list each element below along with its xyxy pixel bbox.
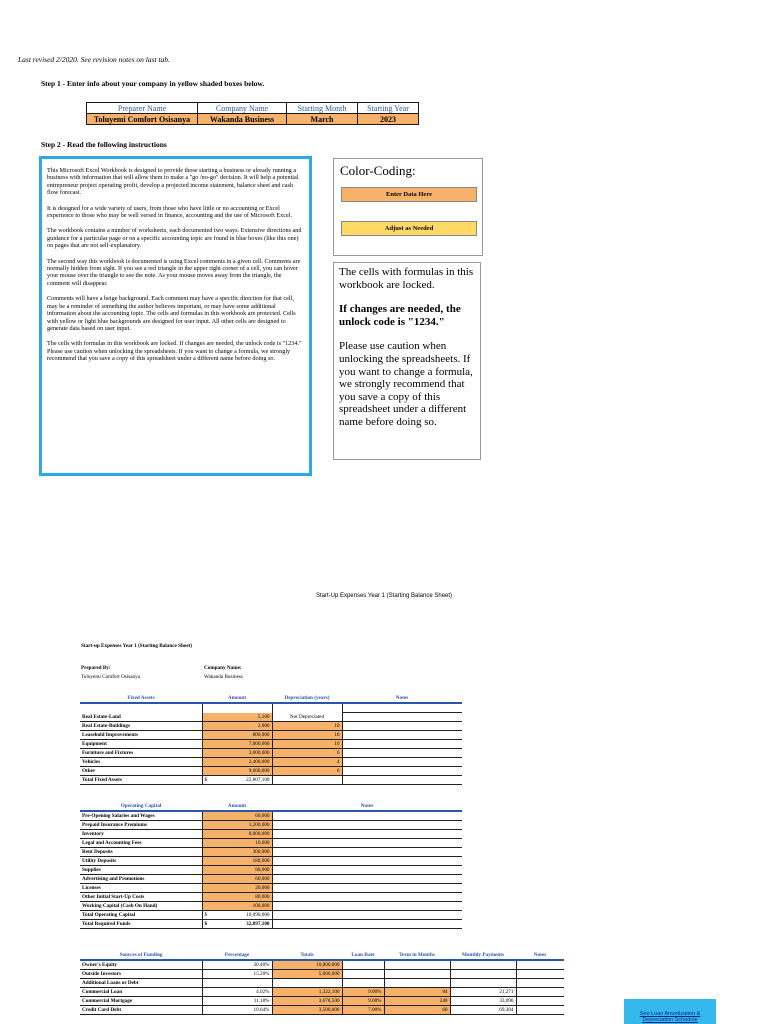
lock-text: The cells with formulas in this workbook are locked. (339, 266, 474, 291)
total-amount: 10,090,000 (246, 912, 270, 918)
total-row (80, 776, 462, 785)
info-header: Company Name (198, 103, 287, 114)
row-label: Prepaid Insurance Premiums (80, 821, 202, 830)
table-row (80, 997, 564, 1006)
total-amount: 32,897,100 (246, 921, 270, 927)
info-header: Starting Year (358, 103, 419, 114)
term-cell[interactable]: 60 (384, 1006, 450, 1015)
totals-cell[interactable]: 5,000,000 (272, 970, 342, 979)
row-label: Rent Deposits (80, 848, 202, 857)
depreciation-cell[interactable]: 10 (272, 722, 342, 731)
currency-symbol: $ (204, 912, 208, 918)
totals-cell[interactable]: 3,678,500 (272, 997, 342, 1006)
info-header: Preparer Name (87, 103, 198, 114)
depreciation-cell[interactable]: 4 (272, 758, 342, 767)
currency-symbol: $ (204, 921, 208, 927)
row-label: Pre-Opening Salaries and Wages (80, 811, 202, 821)
row-label: Real Estate-Land (80, 713, 202, 722)
col-header: Loan Rate (342, 951, 384, 960)
row-label: Advertising and Promotions (80, 875, 202, 884)
starting-month-cell[interactable]: March (287, 114, 358, 125)
fixed-assets-table (80, 694, 462, 785)
amount-cell[interactable]: 2,400,000 (202, 758, 272, 767)
totals-cell[interactable]: 10,000,000 (272, 960, 342, 970)
table-row (80, 713, 462, 722)
table-row (80, 866, 462, 875)
amount-cell[interactable]: 300,000 (202, 848, 272, 857)
total-label: Total Required Funds (80, 920, 202, 929)
col-header: Totals (272, 951, 342, 960)
loan-rate-cell[interactable]: 7.00% (342, 1006, 384, 1015)
depreciation-cell: Not Depreciated (272, 713, 342, 722)
table-row (80, 970, 564, 979)
table-row (80, 979, 564, 988)
table-row (80, 749, 462, 758)
col-header: Fixed Assets (80, 694, 202, 703)
table-row (80, 821, 462, 830)
company-info-table (86, 102, 419, 125)
step1-heading: Step 1 - Enter info about your company in yellow shaded boxes below. (41, 79, 265, 88)
sheet-tab-title: Start-Up Expenses Year 1 (Starting Balance Sheet) (315, 593, 453, 599)
amount-cell[interactable]: 80,000 (202, 866, 272, 875)
col-header: Depreciation (years) (272, 694, 342, 703)
col-header: Notes (272, 802, 462, 811)
info-header: Starting Month (287, 103, 358, 114)
row-label: Licenses (80, 884, 202, 893)
table-row (80, 988, 564, 997)
amount-cell[interactable]: 60,000 (202, 811, 272, 821)
amount-cell[interactable]: 180,000 (202, 857, 272, 866)
monthly-payment-cell: 69,304 (450, 1006, 516, 1015)
row-label: Inventory (80, 830, 202, 839)
totals-cell[interactable]: 1,322,100 (272, 988, 342, 997)
table-row (80, 830, 462, 839)
amount-cell[interactable]: 3,000,000 (202, 749, 272, 758)
table-row (80, 857, 462, 866)
amount-cell[interactable]: 7,000,000 (202, 740, 272, 749)
step2-heading: Step 2 - Read the following instructions (41, 140, 167, 149)
percentage-cell: 11.18% (202, 997, 272, 1006)
amount-cell[interactable]: 5,100 (202, 713, 272, 722)
amount-cell[interactable]: 9,600,000 (202, 767, 272, 776)
instruction-paragraph: The workbook contains a number of worksheets, each documented two ways. Extensive directions and guidance for a particular page or on a specific accounting topic are found in blue boxes (like this one) on pages that are not self-explanatory. (47, 227, 302, 250)
monthly-payment-cell: 33,096 (450, 997, 516, 1006)
table-row (80, 960, 564, 970)
loan-rate-cell[interactable]: 9.00% (342, 997, 384, 1006)
instructions-box (39, 156, 312, 476)
depreciation-cell[interactable]: 10 (272, 731, 342, 740)
instruction-paragraph: The second way this workbook is documented is using Excel comments in a given cell. Comments are normally hidden from sight. If you see a red triangle in the upper right corner of a cell, you can hover your mouse over the triangle to see the note. As your mouse moves away from the triangle, the comment will disappear. (47, 257, 301, 287)
row-label: Leasehold Improvements (80, 731, 202, 740)
table-row (80, 731, 462, 740)
row-label: Commercial Mortgage (80, 997, 202, 1006)
amount-cell[interactable]: 80,000 (202, 893, 272, 902)
color-coding-legend (333, 158, 483, 256)
row-label: Equipment (80, 740, 202, 749)
percentage-cell: 10.64% (202, 1006, 272, 1015)
preparer-name-cell[interactable]: Toluyemi Comfort Osisanya (87, 114, 198, 125)
currency-symbol: $ (204, 777, 208, 783)
row-label: Supplies (80, 866, 202, 875)
prepared-by-value: Toluyemi Comfort Osisanya (81, 674, 140, 680)
col-header: Operating Capital (80, 802, 202, 811)
depreciation-cell[interactable]: 6 (272, 767, 342, 776)
row-label: Legal and Accounting Fees (80, 839, 202, 848)
revision-note: Last revised 2/2020. See revision notes on last tab. (18, 55, 170, 64)
row-label: Utility Deposits (80, 857, 202, 866)
term-cell[interactable]: 240 (384, 997, 450, 1006)
row-label: Additional Loans or Debt (80, 979, 202, 988)
unlock-note-box (333, 262, 481, 460)
amount-cell[interactable]: 60,000 (202, 875, 272, 884)
row-label: Furniture and Fixtures (80, 749, 202, 758)
percentage-cell: 30.40% (202, 960, 272, 970)
col-header: Term in Months (384, 951, 450, 960)
legend-title: Color-Coding: (340, 163, 416, 178)
total-row (80, 911, 462, 920)
amount-cell[interactable]: 8,000,000 (202, 830, 272, 839)
legend-enter-swatch: Enter Data Here (341, 187, 477, 202)
col-header: Amount (202, 694, 272, 703)
amount-cell[interactable]: 100,000 (202, 902, 272, 911)
amount-cell[interactable]: 1,200,000 (202, 821, 272, 830)
row-label: Outside Investors (80, 970, 202, 979)
col-header: Sources of Funding (80, 951, 202, 960)
amount-cell[interactable]: 800,000 (202, 731, 272, 740)
total-amount: 22,807,100 (246, 777, 270, 783)
total-value (202, 776, 272, 785)
company-value: Wakanda Business (204, 674, 243, 680)
table-row (80, 848, 462, 857)
row-label: Other Initial Start-Up Costs (80, 893, 202, 902)
row-label: Credit Card Debt (80, 1006, 202, 1015)
row-label: Owner's Equity (80, 960, 202, 970)
totals-cell[interactable]: 3,500,000 (272, 1006, 342, 1015)
amount-cell[interactable]: 20,000 (202, 884, 272, 893)
unlock-code-text: If changes are needed, the unlock code is "1234." (339, 303, 461, 328)
total-row (80, 920, 462, 929)
table-row (80, 811, 462, 821)
col-header: Notes (342, 694, 462, 703)
row-label: Working Capital (Cash On Hand) (80, 902, 202, 911)
loan-rate-cell[interactable]: 9.00% (342, 988, 384, 997)
row-label: Vehicles (80, 758, 202, 767)
col-header: Notes (516, 951, 564, 960)
table-row (80, 893, 462, 902)
caution-text: Please use caution when unlocking the spreadsheets. If you want to change a formula, we strongly recommend that you save a copy of this spreadsheet under a different name before doing so. (339, 340, 473, 428)
table-row (80, 1006, 564, 1015)
funding-table (80, 951, 564, 1015)
total-label: Total Fixed Assets (80, 776, 202, 785)
table-row (80, 740, 462, 749)
table-row (80, 767, 462, 776)
row-label: Commercial Loan (80, 988, 202, 997)
instruction-paragraph: Comments will have a beige background. Each comment may have a specific direction for that cell, may be a reminder of something the author believes important, or may have some additional information about the accounting topic. The cells and formulas in this workbook are protected. Cells with yellow or light blue backgrounds are designed for user input. All other cells are designed to generate data based on user input. (47, 295, 296, 332)
prepared-by-label: Prepared By: (81, 665, 111, 671)
depreciation-cell[interactable]: 10 (272, 740, 342, 749)
col-header: Monthly Payments (450, 951, 516, 960)
instruction-paragraph: The cells with formulas in this workbook are locked. If changes are needed, the unlock code is "1234." Please use caution when unlocking the spreadsheets. If you want to change a formula, we strongly recommend that you save a copy of this spreadsheet under a different name before doing so. (47, 340, 302, 363)
instruction-paragraph: It is designed for a wide variety of users, from those who have little or no accounting or Excel experience to those who may be well versed in finance, accounting and the use of Microsoft Excel. (47, 204, 293, 220)
row-label: Other (80, 767, 202, 776)
percentage-cell: 15.20% (202, 970, 272, 979)
term-cell[interactable]: 84 (384, 988, 450, 997)
total-label: Total Operating Capital (80, 911, 202, 920)
instruction-paragraph: This Microsoft Excel Workbook is designed to provide those starting a business or already running a business with information that will allow them to make a "go /no-go" decision. It will help a potential entrepreneur project operating profit, develop a projected income statement, balance sheet and cash flow forecast. (47, 167, 299, 197)
percentage-cell: 4.02% (202, 988, 272, 997)
table-row (80, 758, 462, 767)
loan-amortization-link-button[interactable]: See Loan Amortization & Depreciation Schedule (624, 999, 716, 1024)
table-row (80, 902, 462, 911)
table-row (80, 839, 462, 848)
monthly-payment-cell: 21,271 (450, 988, 516, 997)
company-label: Company Name: (204, 665, 242, 671)
depreciation-cell[interactable]: 6 (272, 749, 342, 758)
amount-cell[interactable]: 2,000 (202, 722, 272, 731)
legend-adjust-swatch: Adjust as Needed (341, 221, 477, 236)
table-row (80, 875, 462, 884)
company-name-cell[interactable]: Wakanda Business (198, 114, 287, 125)
sheet-title: Start-up Expenses Year 1 (Starting Balance Sheet) (81, 643, 192, 649)
operating-capital-table (80, 802, 462, 929)
row-label: Real Estate-Buildings (80, 722, 202, 731)
amount-cell[interactable]: 10,000 (202, 839, 272, 848)
table-row (80, 884, 462, 893)
col-header: Amount (202, 802, 272, 811)
table-row (80, 722, 462, 731)
starting-year-cell[interactable]: 2023 (358, 114, 419, 125)
col-header: Percentage (202, 951, 272, 960)
